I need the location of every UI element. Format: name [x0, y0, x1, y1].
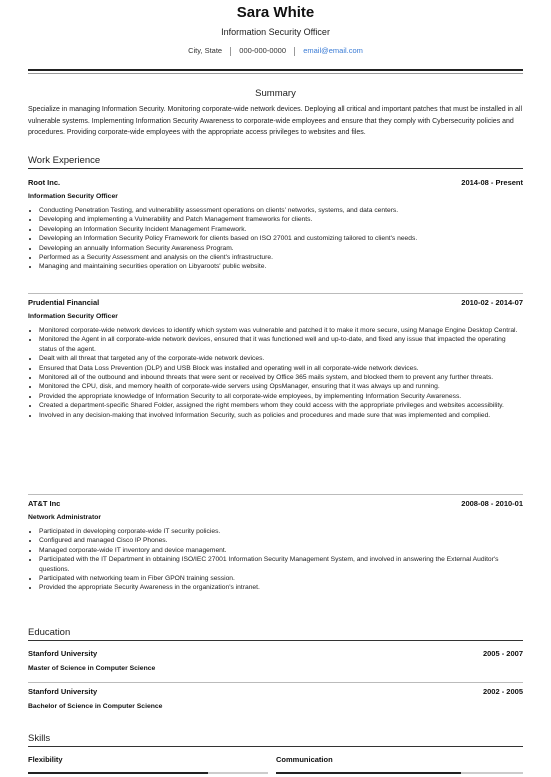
skill-name: Communication: [276, 755, 333, 764]
job-role: Information Security Officer: [28, 193, 118, 200]
job-dates: 2010-02 - 2014-07: [461, 298, 523, 307]
section-divider: [28, 640, 523, 641]
skill-level-fill: [276, 772, 461, 774]
job-bullet: • Ensured that Data Loss Prevention (DLP) and USB Block was installed and operating well in all corporate-wide network devices.: [39, 364, 523, 373]
edu-degree: Master of Science in Computer Science: [28, 665, 156, 672]
education-entry: [28, 649, 523, 672]
section-divider: [28, 168, 523, 169]
header-divider-thin: [28, 73, 523, 74]
job-bullet: • Participated with the IT Department in obtaining ISO/IEC 27001 Information Security Management System, and involved in answering the External Auditor's questions.: [39, 555, 523, 574]
job-entry: [28, 499, 523, 593]
job-entry: [28, 298, 523, 420]
job-entry: [28, 178, 523, 272]
job-bullet: • Involved in any decision-making that involved Information Security, such as policies and procedures and made sure that was implemented and complied.: [39, 411, 523, 420]
job-bullet: • Monitored corporate-wide network devices to identify which system was vulnerable and patched it to make it more secure, using Manage Engine Desktop Central.: [39, 326, 523, 335]
skill-level-bar: [276, 772, 523, 774]
job-bullet: • Managing and maintaining securities operation on Libyaroots' public website.: [39, 262, 523, 271]
entry-divider: [28, 494, 523, 495]
job-bullets: [28, 326, 523, 420]
job-bullet: • Provided the appropriate knowledge of Information Security to all corporate-wide employees, by implementing Information Security Awareness.: [39, 392, 523, 401]
email-link[interactable]: email@email.com: [303, 46, 363, 55]
job-bullet: • Performed as a Security Assessment and analysis on the client's infrastructure.: [39, 253, 523, 262]
job-company: Prudential Financial: [28, 298, 100, 307]
edu-school: Stanford University: [28, 649, 98, 658]
education-entry: [28, 687, 523, 710]
job-bullet: • Monitored all of the outbound and inbound threats that were sent or received by Office 365 mails system, and blocked them to prevent any further threats.: [39, 373, 523, 382]
education-heading: Education: [28, 627, 71, 638]
job-bullet: • Developing an Information Security Incident Management Framework.: [39, 225, 523, 234]
candidate-name: Sara White: [236, 4, 315, 21]
candidate-title: Information Security Officer: [221, 27, 330, 37]
job-bullet: • Provided the appropriate Security Awareness in the organization's intranet.: [39, 583, 523, 592]
edu-dates: 2002 - 2005: [482, 687, 523, 696]
job-dates: 2014-08 - Present: [461, 178, 523, 187]
job-company: Root Inc.: [28, 178, 61, 187]
job-bullet: • Created a department-specific Shared Folder, assigned the right members whom they could access with the appropriate privileges and websites accessibility.: [39, 401, 523, 410]
location-text: City, State: [188, 46, 223, 55]
contact-divider: [294, 47, 295, 56]
contact-line: [0, 46, 551, 56]
job-company: AT&T Inc: [28, 499, 61, 508]
entry-divider: [28, 682, 523, 683]
job-role: Network Administrator: [28, 514, 102, 521]
job-bullet: • Conducting Penetration Testing, and vulnerability assessment operations on clients' networks, systems, and data centers.: [39, 206, 523, 215]
edu-dates: 2005 - 2007: [482, 649, 523, 658]
job-bullet: • Participated with networking team in Fiber GPON training session.: [39, 574, 523, 583]
job-bullet: • Developing an Information Security Policy Framework for clients based on ISO 27001 and customizing tailored to client's needs.: [39, 234, 523, 243]
work-experience-heading: Work Experience: [28, 155, 101, 166]
contact-divider: [230, 47, 231, 56]
job-bullet: • Configured and managed Cisco IP Phones.: [39, 536, 523, 545]
job-bullets: [28, 527, 523, 593]
job-bullet: • Dealt with all threat that targeted any of the corporate-wide network devices.: [39, 354, 523, 363]
skill-name: Flexibility: [28, 755, 63, 764]
job-bullets: [28, 206, 523, 272]
job-role: Information Security Officer: [28, 313, 118, 320]
skill-level-fill: [28, 772, 208, 774]
job-bullet: • Developing an annually Information Security Awareness Program.: [39, 244, 523, 253]
job-bullet: • Developing and implementing a Vulnerability and Patch Management frameworks for clients.: [39, 215, 523, 224]
job-bullet: • Monitored the CPU, disk, and memory health of corporate-wide servers using OpsManager, ensuring that it was always up and running.: [39, 382, 523, 391]
job-bullet: • Participated in developing corporate-wide IT security policies.: [39, 527, 523, 536]
skills-heading: Skills: [28, 733, 51, 744]
header-divider: [28, 69, 523, 71]
entry-divider: [28, 293, 523, 294]
section-divider: [28, 746, 523, 747]
phone-text: 000-000-0000: [239, 46, 287, 55]
job-bullet: • Monitored the Agent in all corporate-wide network devices, ensured that it was functioned well and up-to-date, and fixed any issue that impacted the operating status of the agent.: [39, 335, 523, 354]
summary-text: Specialize in managing Information Security. Monitoring corporate-wide network devices. Deploying all critical and important patches that must be installed in all vulnerable systems. Implementing Information Security Awareness to corporate-wide employees and ensure that they comply with Cybersecurity policies and procedures. Providing corporate-wide employees with the appropriate access privileges to websites and files.: [28, 106, 523, 136]
job-dates: 2008-08 - 2010-01: [461, 499, 523, 508]
skill-level-bar: [28, 772, 268, 774]
summary-heading: Summary: [255, 88, 296, 99]
edu-degree: Bachelor of Science in Computer Science: [28, 703, 163, 710]
job-bullet: • Managed corporate-wide IT inventory and device management.: [39, 546, 523, 555]
edu-school: Stanford University: [28, 687, 98, 696]
